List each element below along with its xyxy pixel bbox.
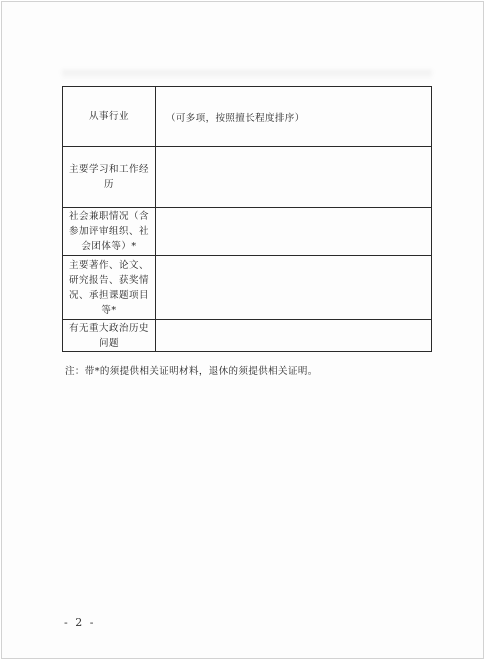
political-history-label-cell (63, 320, 156, 352)
publications-label: 主要著作、论文、研究报告、获奖情况、承担课题项目等* (69, 259, 150, 316)
page-number: - 2 - (64, 616, 96, 629)
table-row-political-history (63, 320, 432, 352)
publications-label-cell (63, 256, 156, 320)
experience-value-cell (156, 147, 432, 208)
table-row-part-time (63, 208, 432, 256)
footnote: 注：带*的须提供相关证明材料，退休的须提供相关证明。 (65, 366, 318, 377)
scan-artifact (62, 70, 432, 80)
table-row-industry (63, 87, 432, 147)
document-page (1, 1, 484, 659)
table-row-publications (63, 256, 432, 320)
experience-label-cell (63, 147, 156, 208)
political-history-label: 有无重大政治历史问题 (69, 322, 150, 349)
part-time-value-cell (156, 208, 432, 256)
publications-value-cell (156, 256, 432, 320)
political-history-value-cell (156, 320, 432, 352)
experience-label: 主要学习和工作经历 (69, 164, 150, 190)
part-time-label: 社会兼职情况（含参加评审组织、社会团体等）* (69, 211, 150, 252)
application-form-table (62, 86, 432, 352)
industry-label-cell (63, 87, 156, 147)
industry-label: 从事行业 (88, 111, 129, 122)
industry-value-cell (156, 87, 432, 147)
industry-hint: （可多项，按照擅长程度排序） (166, 113, 305, 124)
part-time-label-cell (63, 208, 156, 256)
table-row-experience (63, 147, 432, 208)
